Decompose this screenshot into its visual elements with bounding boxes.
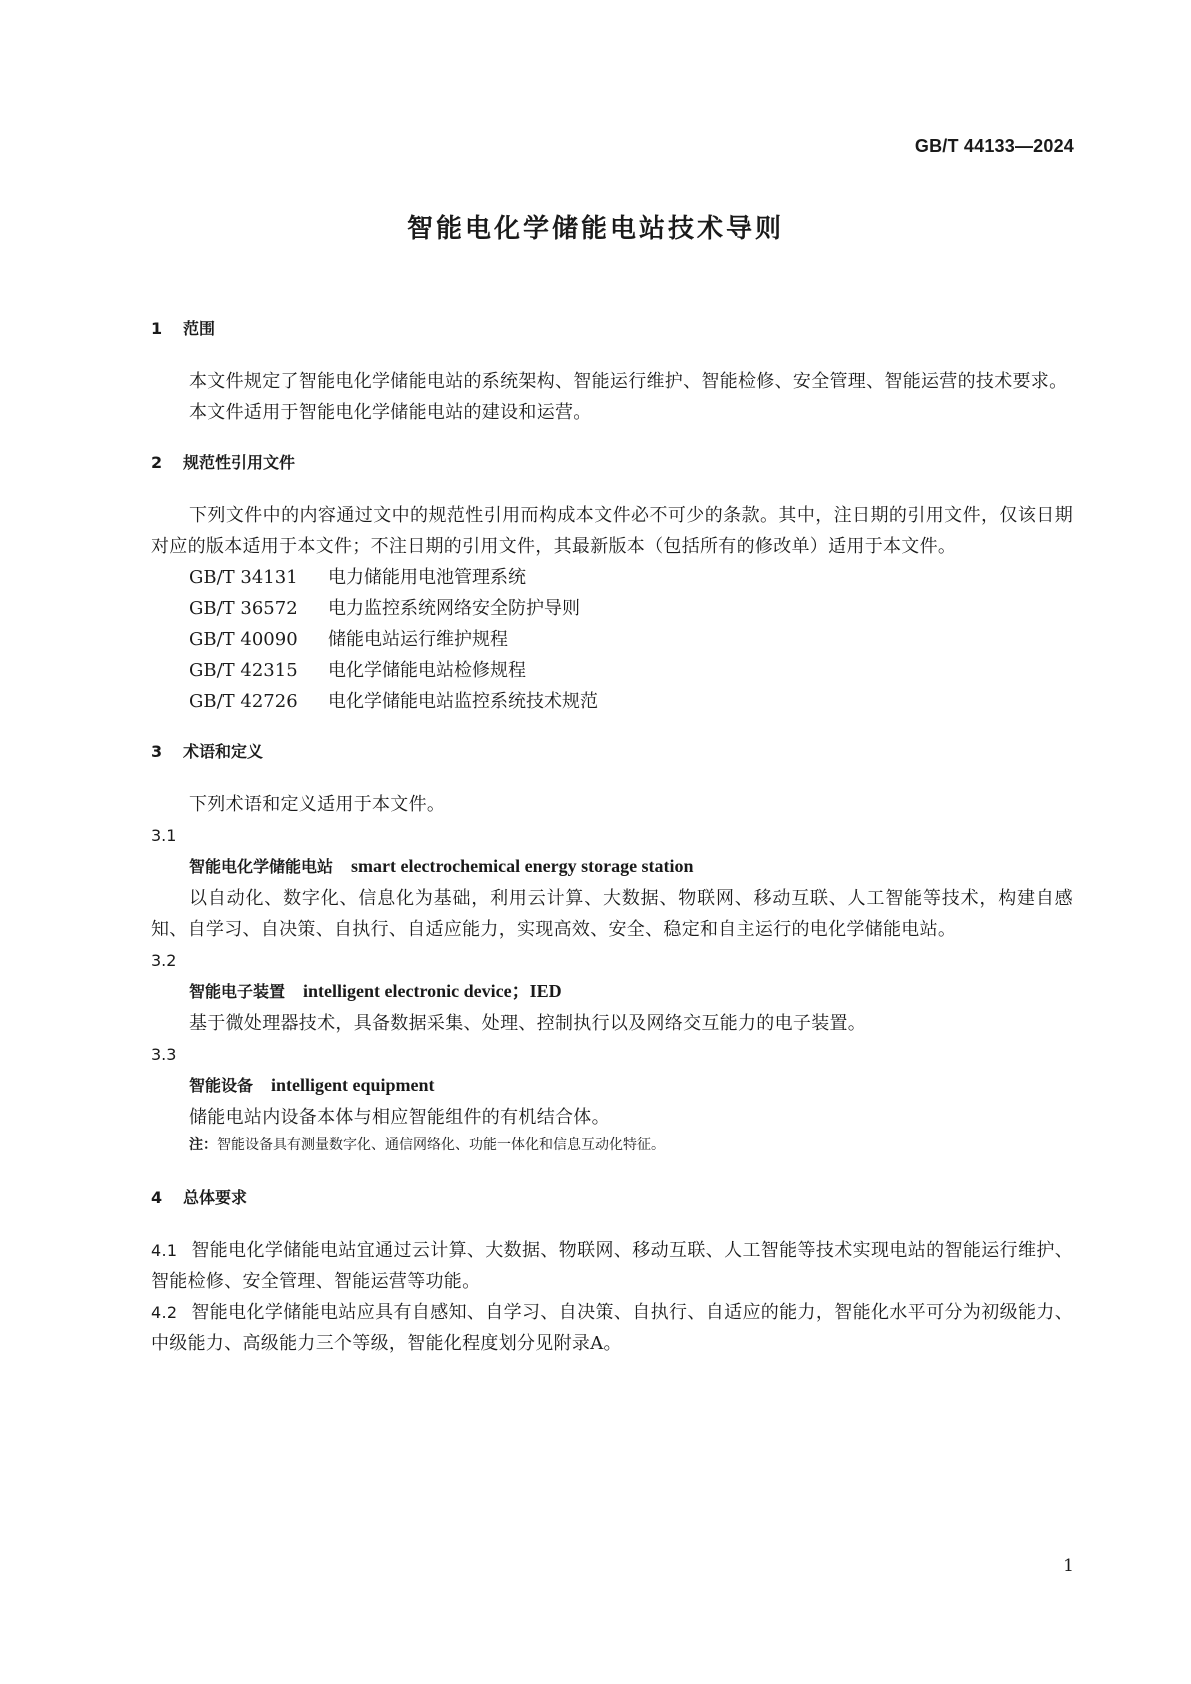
clause-4-2 — [151, 1297, 1073, 1359]
section-1-paragraph-2: 本文件适用于智能电化学储能电站的建设和运营。 — [189, 402, 592, 423]
reference-code: GB/T 40090 — [189, 629, 298, 650]
normative-reference — [151, 624, 1073, 655]
section-4-heading — [151, 1187, 1073, 1209]
section-1-paragraph-1: 本文件规定了智能电化学储能电站的系统架构、智能运行维护、智能检修、安全管理、智能运营的技术要求。 — [189, 371, 1068, 392]
section-title: 范围 — [183, 319, 216, 338]
section-3-paragraph-1: 下列术语和定义适用于本文件。 — [189, 794, 446, 815]
reference-title: 电化学储能电站检修规程 — [328, 660, 526, 681]
term-chinese: 智能设备 — [189, 1076, 254, 1095]
section-3-heading — [151, 741, 1073, 763]
reference-title: 电力储能用电池管理系统 — [328, 567, 526, 588]
term-english: smart electrochemical energy storage station — [351, 856, 694, 876]
normative-reference — [151, 562, 1073, 593]
term-heading — [151, 851, 1073, 883]
term-english: intelligent equipment — [271, 1075, 435, 1095]
normative-reference — [151, 655, 1073, 686]
document-title: 智能电化学储能电站技术导则 — [406, 214, 784, 244]
normative-reference — [151, 593, 1073, 624]
clause-text: 智能电化学储能电站应具有自感知、自学习、自决策、自执行、自适应的能力，智能化水平可分为初级能力、中级能力、高级能力三个等级，智能化程度划分见附录A。 — [151, 1302, 1073, 1354]
section-title: 规范性引用文件 — [183, 453, 296, 472]
term-number: 3.1 — [151, 826, 177, 845]
normative-reference — [151, 686, 1073, 717]
section-number: 4 — [151, 1188, 163, 1207]
note-label: 注： — [189, 1137, 217, 1153]
reference-code: GB/T 36572 — [189, 598, 298, 619]
section-title: 术语和定义 — [183, 742, 264, 761]
term-english: intelligent electronic device；IED — [303, 981, 562, 1001]
term-definition: 基于微处理器技术，具备数据采集、处理、控制执行以及网络交互能力的电子装置。 — [189, 1013, 867, 1034]
section-2-heading — [151, 452, 1073, 474]
term-heading — [151, 976, 1073, 1008]
term-chinese: 智能电子装置 — [189, 982, 286, 1001]
reference-title: 储能电站运行维护规程 — [328, 629, 508, 650]
reference-code: GB/T 42315 — [189, 660, 298, 681]
page-number: 1 — [1063, 1556, 1074, 1576]
term-definition: 储能电站内设备本体与相应智能组件的有机结合体。 — [189, 1107, 610, 1128]
term-note — [151, 1133, 1073, 1157]
reference-code: GB/T 34131 — [189, 567, 298, 588]
term-number: 3.3 — [151, 1045, 177, 1064]
section-2-paragraph-1: 下列文件中的内容通过文中的规范性引用而构成本文件必不可少的条款。其中，注日期的引用文件，仅该日期对应的版本适用于本文件；不注日期的引用文件，其最新版本（包括所有的修改单）适用于本文件。 — [151, 505, 1073, 557]
section-number: 1 — [151, 319, 163, 338]
document-code: GB/T 44133—2024 — [914, 136, 1074, 156]
reference-code: GB/T 42726 — [189, 691, 298, 712]
reference-title: 电力监控系统网络安全防护导则 — [328, 598, 580, 619]
term-chinese: 智能电化学储能电站 — [189, 857, 334, 876]
clause-4-1 — [151, 1235, 1073, 1297]
section-number: 2 — [151, 453, 163, 472]
section-title: 总体要求 — [183, 1188, 248, 1207]
clause-number: 4.2 — [151, 1303, 178, 1322]
clause-number: 4.1 — [151, 1241, 178, 1260]
note-text: 智能设备具有测量数字化、通信网络化、功能一体化和信息互动化特征。 — [217, 1137, 665, 1153]
clause-text: 智能电化学储能电站宜通过云计算、大数据、物联网、移动互联、人工智能等技术实现电站的智能运行维护、智能检修、安全管理、智能运营等功能。 — [151, 1240, 1073, 1292]
document-body — [151, 318, 1073, 1359]
term-heading — [151, 1070, 1073, 1102]
term-definition: 以自动化、数字化、信息化为基础，利用云计算、大数据、物联网、移动互联、人工智能等技术，构建自感知、自学习、自决策、自执行、自适应能力，实现高效、安全、稳定和自主运行的电化学储能电站。 — [151, 888, 1073, 940]
reference-title: 电化学储能电站监控系统技术规范 — [328, 691, 598, 712]
term-number: 3.2 — [151, 951, 177, 970]
section-1-heading — [151, 318, 1073, 340]
section-number: 3 — [151, 742, 163, 761]
